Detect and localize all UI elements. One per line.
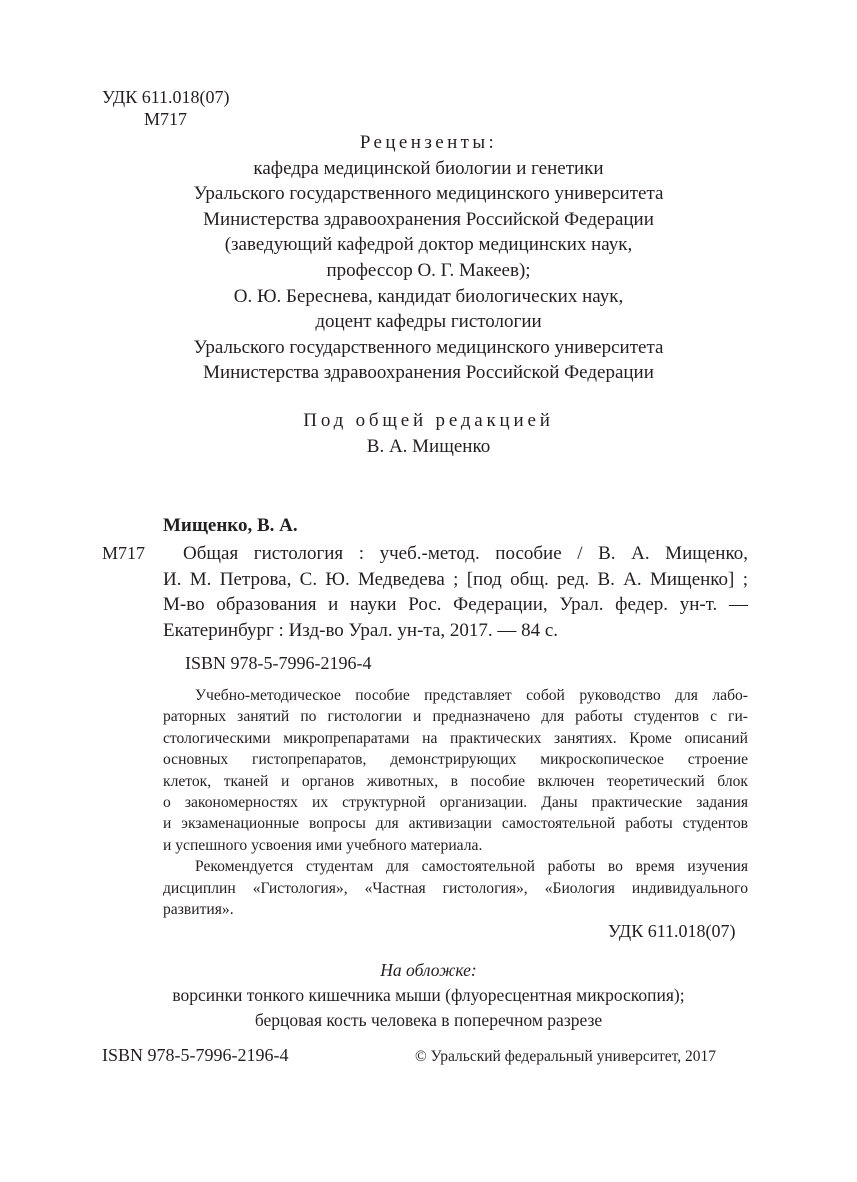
editor-block bbox=[0, 408, 857, 459]
annotation-line: и экзаменационные вопросы для активизации самостоятельной работы студентов bbox=[163, 815, 748, 833]
biblio-line: Екатеринбург : Изд-во Урал. ун-та, 2017. — 84 с. bbox=[163, 619, 559, 641]
reviewer-line: (заведующий кафедрой доктор медицинских наук, bbox=[224, 234, 633, 256]
annotation-line: дисциплин «Гистология», «Частная гистология», «Биология индивидуального bbox=[163, 879, 748, 897]
annotation-line: Учебно-методическое пособие представляет собой руководство для лабо- bbox=[195, 687, 748, 704]
annotation-line: развития». bbox=[163, 901, 234, 919]
cover-line: берцовая кость человека в поперечном разрезе bbox=[254, 1010, 603, 1030]
reviewer-line: кафедра медицинской биологии и генетики bbox=[253, 157, 604, 179]
copyright-notice: © Уральский федеральный университет, 2017 bbox=[415, 1048, 717, 1065]
author-mark-left: М717 bbox=[102, 543, 146, 563]
annotation-line: Рекомендуется студентам для самостоятельной работы во время изучения bbox=[195, 858, 748, 876]
biblio-line: Общая гистология : учеб.-метод. пособие / В. А. Мищенко, bbox=[183, 543, 748, 564]
annotation-line: и успешного усвоения ими учебного материала. bbox=[163, 836, 483, 854]
biblio-line: М-во образования и науки Рос. Федерации, Урал. федер. ун-т. — bbox=[163, 594, 748, 615]
udk-code-top: УДК 611.018(07) bbox=[102, 87, 230, 107]
annotation-line: клеток, тканей и органов животных, в пособие включен теоретический блок bbox=[163, 772, 748, 790]
reviewers-block bbox=[0, 130, 857, 386]
editor-name: В. А. Мищенко bbox=[366, 435, 491, 457]
reviewer-line: Уральского государственного медицинского университета bbox=[193, 336, 664, 358]
reviewer-line: Министерства здравоохранения Российской Федерации bbox=[203, 208, 654, 230]
author-heading: Мищенко, В. А. bbox=[163, 515, 298, 536]
annotation-line: о закономерностях их структурной организации. Даны практические задания bbox=[163, 794, 748, 812]
reviewers-header: Рецензенты: bbox=[359, 132, 498, 153]
udk-code-bottom: УДК 611.018(07) bbox=[608, 921, 736, 941]
cover-header: На обложке: bbox=[380, 960, 477, 980]
bibliographic-description bbox=[163, 541, 748, 643]
annotation-line: раторных занятий по гистологии и предназначено для работы студентов с ги- bbox=[163, 708, 748, 726]
cover-note bbox=[0, 958, 857, 1033]
annotation-block bbox=[163, 685, 748, 920]
annotation-line: стологическими микропрепаратами на практических занятиях. Кроме описаний bbox=[163, 729, 748, 747]
author-mark-top: М717 bbox=[144, 109, 188, 129]
annotation-line: основных гистопрепаратов, демонстрирующих микроскопическое строение bbox=[163, 751, 748, 769]
reviewer-line: профессор О. Г. Макеев); bbox=[326, 259, 531, 281]
cover-line: ворсинки тонкого кишечника мыши (флуоресцентная микроскопия); bbox=[172, 985, 685, 1005]
reviewer-line: Уральского государственного медицинского университета bbox=[193, 183, 664, 205]
isbn-bottom: ISBN 978-5-7996-2196-4 bbox=[102, 1045, 289, 1065]
reviewer-line: О. Ю. Береснева, кандидат биологических наук, bbox=[233, 285, 624, 307]
biblio-line: И. М. Петрова, С. Ю. Медведева ; [под общ. ред. В. А. Мищенко] ; bbox=[163, 568, 748, 590]
editor-header: Под общей редакцией bbox=[303, 410, 554, 431]
isbn-middle: ISBN 978-5-7996-2196-4 bbox=[185, 653, 372, 673]
reviewer-line: Министерства здравоохранения Российской Федерации bbox=[203, 362, 654, 384]
reviewer-line: доцент кафедры гистологии bbox=[315, 311, 542, 333]
